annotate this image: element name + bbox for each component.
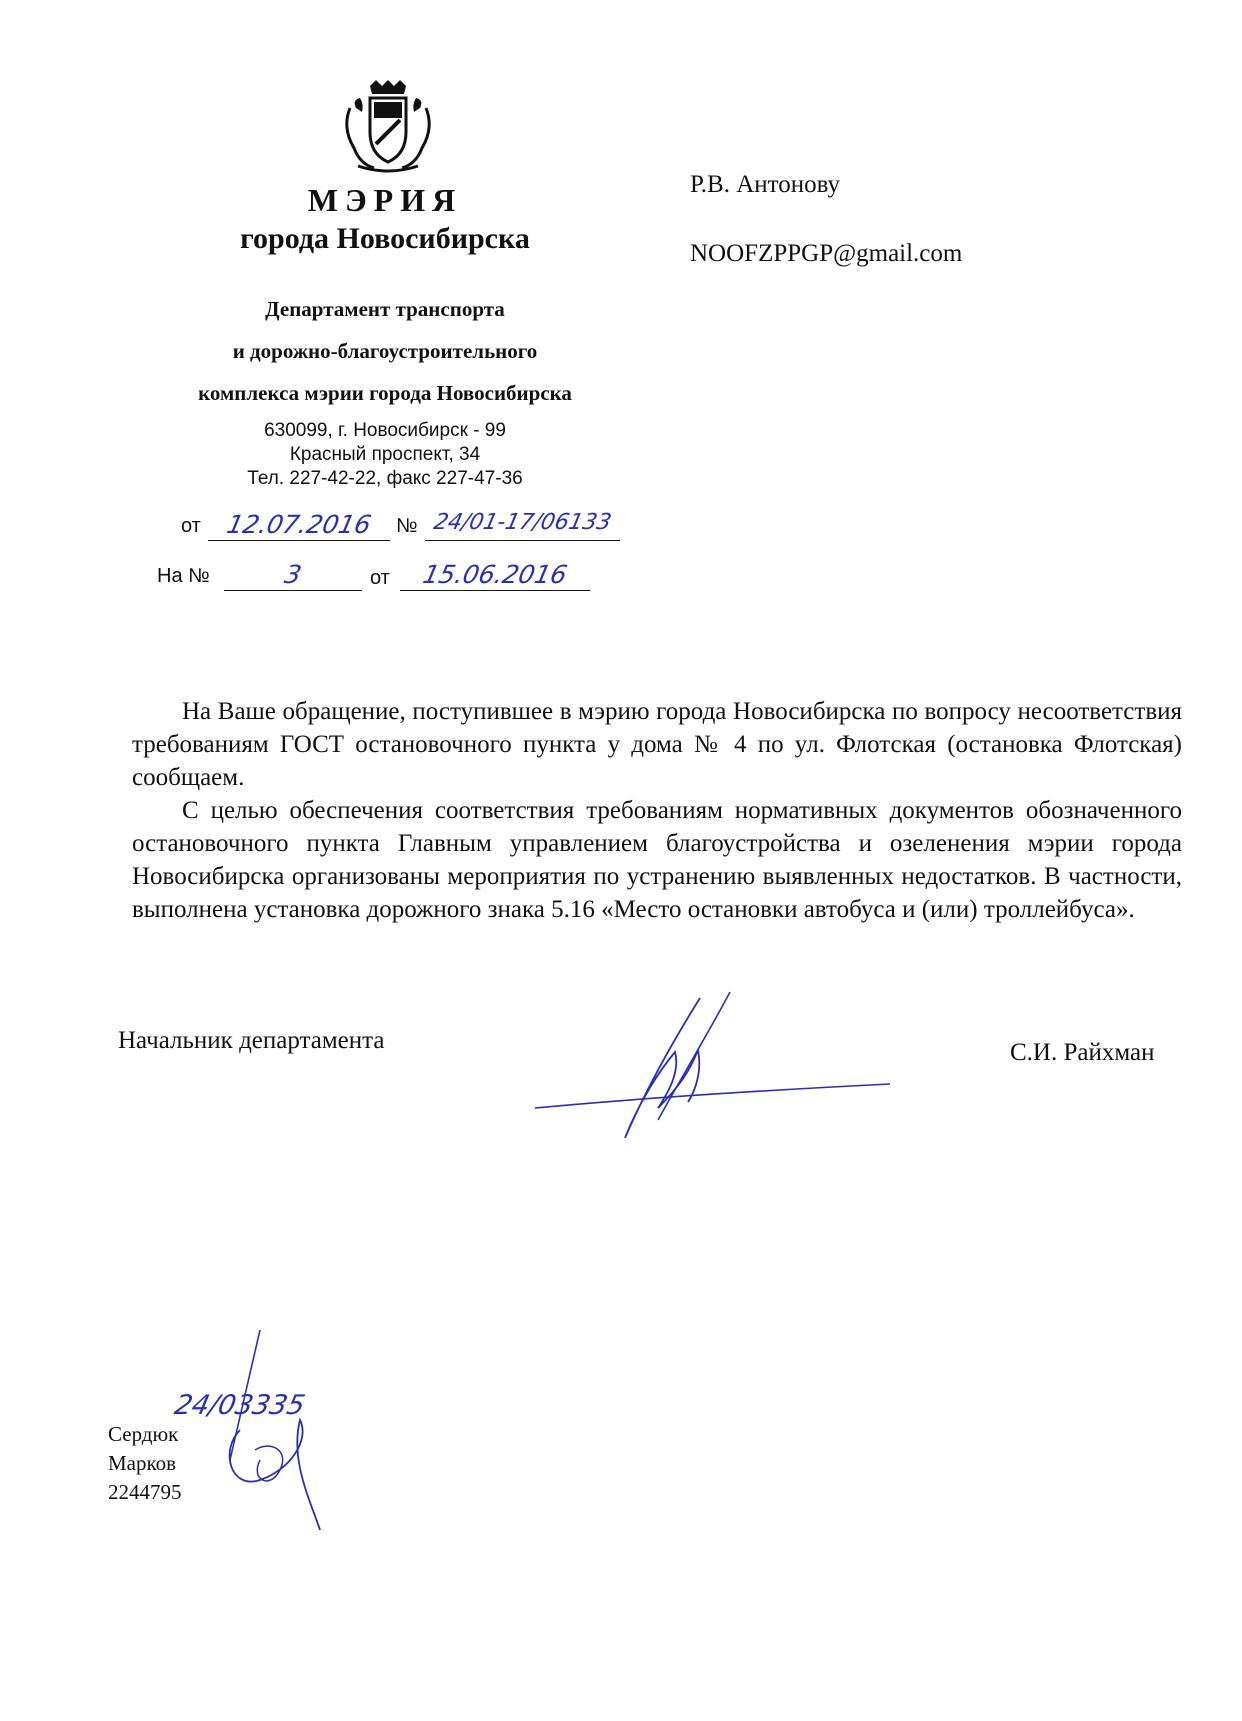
body-paragraph-1: На Ваше обращение, поступившее в мэрию города Новосибирска по вопросу несоответствия требованиям ГОСТ остановочного пункта у дома № 4 по ул. Флотская (остановка Флотская) сообщаем. (132, 698, 1182, 791)
handwritten-reply-date: 15.06.2016 (420, 560, 570, 589)
body-paragraph-2: С целью обеспечения соответствия требованиям нормативных документов обозначенного остановочного пункта Главным управлением благоустройства и озеленения мэрии города Новосибирска организованы мероприятия по устранению выявленных недостатков. В частности, выполнена установка дорожного знака 5.16 «Место остановки автобуса и (или) троллейбуса». (132, 797, 1182, 923)
signatory-name: С.И. Райхман (1010, 1039, 1155, 1066)
handwritten-reply-number: 3 (281, 560, 305, 589)
address-line-3: Тел. 227-42-22, факс 227-47-36 (247, 468, 523, 489)
from-label: от (181, 515, 201, 537)
handwritten-date: 12.07.2016 (224, 510, 374, 539)
reply-from-label: от (370, 567, 390, 589)
handwritten-signature (530, 990, 900, 1150)
reply-date-field (400, 560, 590, 591)
address-line-2: Красный проспект, 34 (289, 444, 481, 465)
recipient-email: NOOFZPPGP@gmail.com (690, 240, 963, 267)
org-title: МЭРИЯ (307, 182, 463, 218)
executor-line-3: 2244795 (108, 1480, 182, 1504)
department-line-1: Департамент транспорта (265, 297, 505, 321)
org-city: города Новосибирска (240, 222, 530, 255)
reply-label: На № (157, 565, 210, 587)
number-label: № (396, 515, 418, 537)
signatory-position: Начальник департамента (118, 1027, 385, 1054)
executor-line-2: Марков (108, 1451, 177, 1475)
date-field (208, 510, 390, 541)
executor-visa-signature (200, 1330, 350, 1540)
executor-line-1: Сердюк (108, 1422, 179, 1446)
department-line-3: комплекса мэрии города Новосибирска (198, 381, 572, 405)
letter-body (132, 695, 1182, 926)
department-line-2: и дорожно-благоустроительного (232, 339, 538, 363)
number-field (425, 510, 620, 541)
coat-of-arms-emblem (340, 78, 436, 178)
handwritten-stamp-number: 24/03335 (171, 1390, 308, 1421)
reply-number-field (224, 560, 362, 591)
recipient-name: Р.В. Антонову (690, 171, 841, 198)
address-line-1: 630099, г. Новосибирск - 99 (264, 420, 506, 441)
handwritten-number: 24/01-17/06133 (431, 510, 614, 535)
